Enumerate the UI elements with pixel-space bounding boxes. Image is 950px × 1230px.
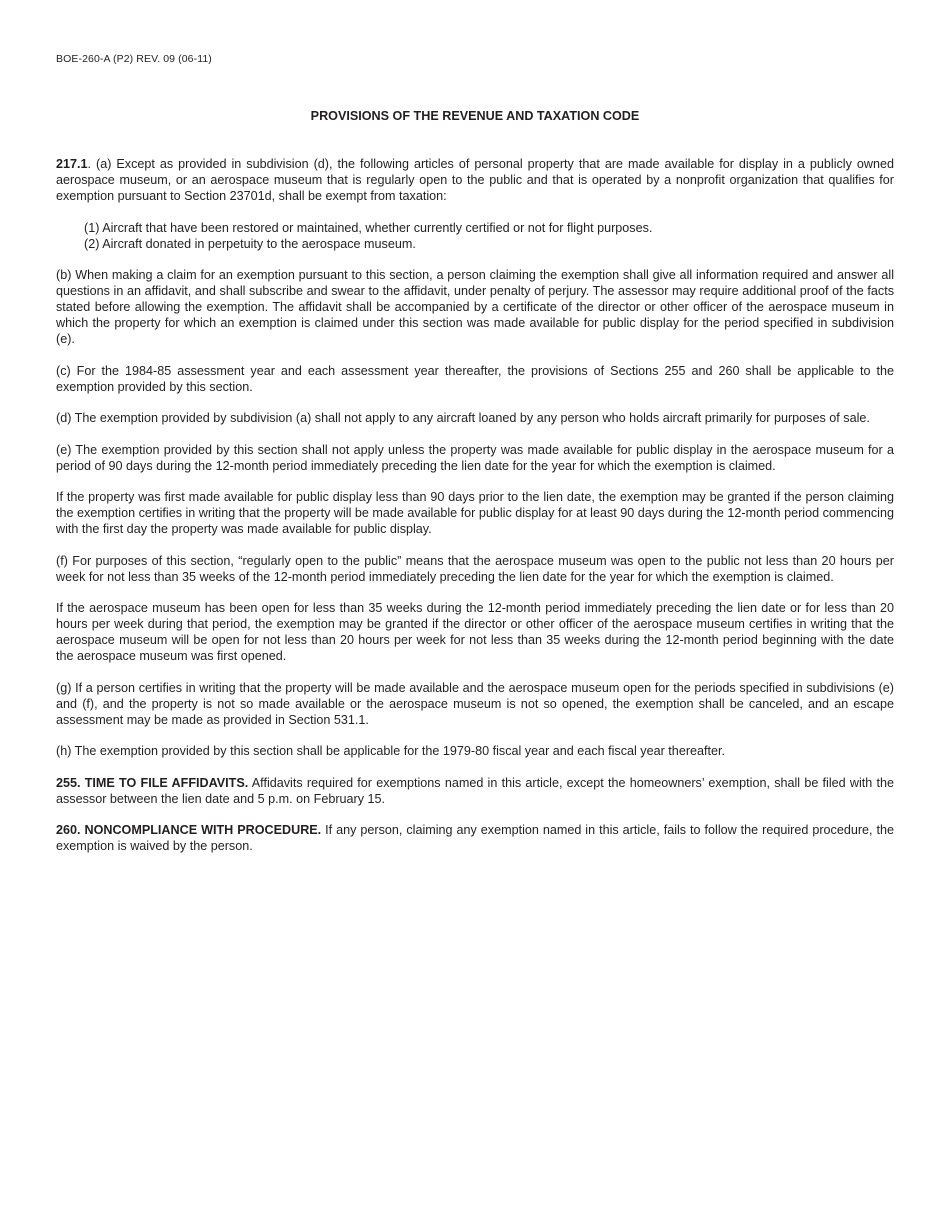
document-body bbox=[56, 156, 894, 870]
subdivision-f-continued: If the aerospace museum has been open for less than 35 weeks during the 12-month period immediately preceding the lien date or for less than 20 hours per week during that period, the exemption may be granted if the director or other officer of the aerospace museum certifies in writing that the aerospace museum will be open for not less than 20 hours per week for not less than 35 weeks during the 12-month period beginning with the date the aerospace museum was first opened. bbox=[56, 601, 894, 663]
subdivision-d: (d) The exemption provided by subdivision (a) shall not apply to any aircraft loaned by any person who holds aircraft primarily for purposes of sale. bbox=[56, 411, 870, 425]
section-260-text: If any person, claiming any exemption named in this article, fails to follow the required procedure, the exemption is waived by the person. bbox=[56, 823, 894, 853]
section-217-1-intro bbox=[56, 156, 894, 204]
subdivision-f: (f) For purposes of this section, “regularly open to the public” means that the aerospace museum was open to the public not less than 20 hours per week for not less than 35 weeks of the 12-month period immediately preceding the lien date for the year for which the exemption is claimed. bbox=[56, 553, 894, 584]
aircraft-list bbox=[56, 220, 894, 252]
section-255-heading: 255. TIME TO FILE AFFIDAVITS. bbox=[56, 775, 249, 790]
subdivision-e: (e) The exemption provided by this section shall not apply unless the property was made available for public display in the aerospace museum for a period of 90 days during the 12-month period immediately preceding the lien date for the year for which the exemption is claimed. bbox=[56, 442, 894, 473]
section-217-1-heading: 217.1 bbox=[56, 157, 88, 171]
form-id: BOE-260-A (P2) REV. 09 (06-11) bbox=[56, 53, 212, 65]
section-260 bbox=[56, 822, 894, 854]
list-item: (1) Aircraft that have been restored or maintained, whether currently certified or not for flight purposes. bbox=[84, 220, 653, 235]
subdivision-b: (b) When making a claim for an exemption pursuant to this section, a person claiming the exemption shall give all information required and answer all questions in an affidavit, and shall subscribe and swear to the affidavit, under penalty of perjury. The assessor may require additional proof of the facts stated before allowing the exemption. The affidavit shall be accompanied by a certificate of the director or other officer of the aerospace museum in which the property for which an exemption is claimed under this section was made available for public display for the period specified in subdivision (e). bbox=[56, 268, 894, 346]
section-260-heading: 260. NONCOMPLIANCE WITH PROCEDURE. bbox=[56, 823, 322, 837]
section-255 bbox=[56, 775, 894, 807]
subdivision-c: (c) For the 1984-85 assessment year and each assessment year thereafter, the provisions of Sections 255 and 260 shall be applicable to the exemption provided by this section. bbox=[56, 363, 894, 394]
section-217-1-intro-text: . (a) Except as provided in subdivision (d), the following articles of personal property that are made available for display in a publicly owned aerospace museum, or an aerospace museum that is regularly open to the public and that is operated by a nonprofit organization that qualifies for exemption pursuant to Section 23701d, shall be exempt from taxation: bbox=[56, 157, 894, 203]
list-item: (2) Aircraft donated in perpetuity to the aerospace museum. bbox=[84, 236, 416, 251]
section-255-text: Affidavits required for exemptions named in this article, except the homeowners’ exemption, shall be filed with the assessor between the lien date and 5 p.m. on February 15. bbox=[56, 775, 894, 806]
subdivision-g: (g) If a person certifies in writing that the property will be made available and the aerospace museum open for the periods specified in subdivisions (e) and (f), and the property is not so made available or the aerospace museum is not so opened, the exemption shall be canceled, and an escape assessment may be made as provided in Section 531.1. bbox=[56, 680, 894, 727]
subdivision-e-continued: If the property was first made available for public display less than 90 days prior to the lien date, the exemption may be granted if the person claiming the exemption certifies in writing that the property will be made available for public display for at least 90 days during the 12-month period commencing with the first day the property was made available for public display. bbox=[56, 490, 894, 536]
subdivision-h: (h) The exemption provided by this section shall be applicable for the 1979-80 fiscal year and each fiscal year thereafter. bbox=[56, 744, 726, 758]
page-title: PROVISIONS OF THE REVENUE AND TAXATION CODE bbox=[310, 109, 640, 123]
